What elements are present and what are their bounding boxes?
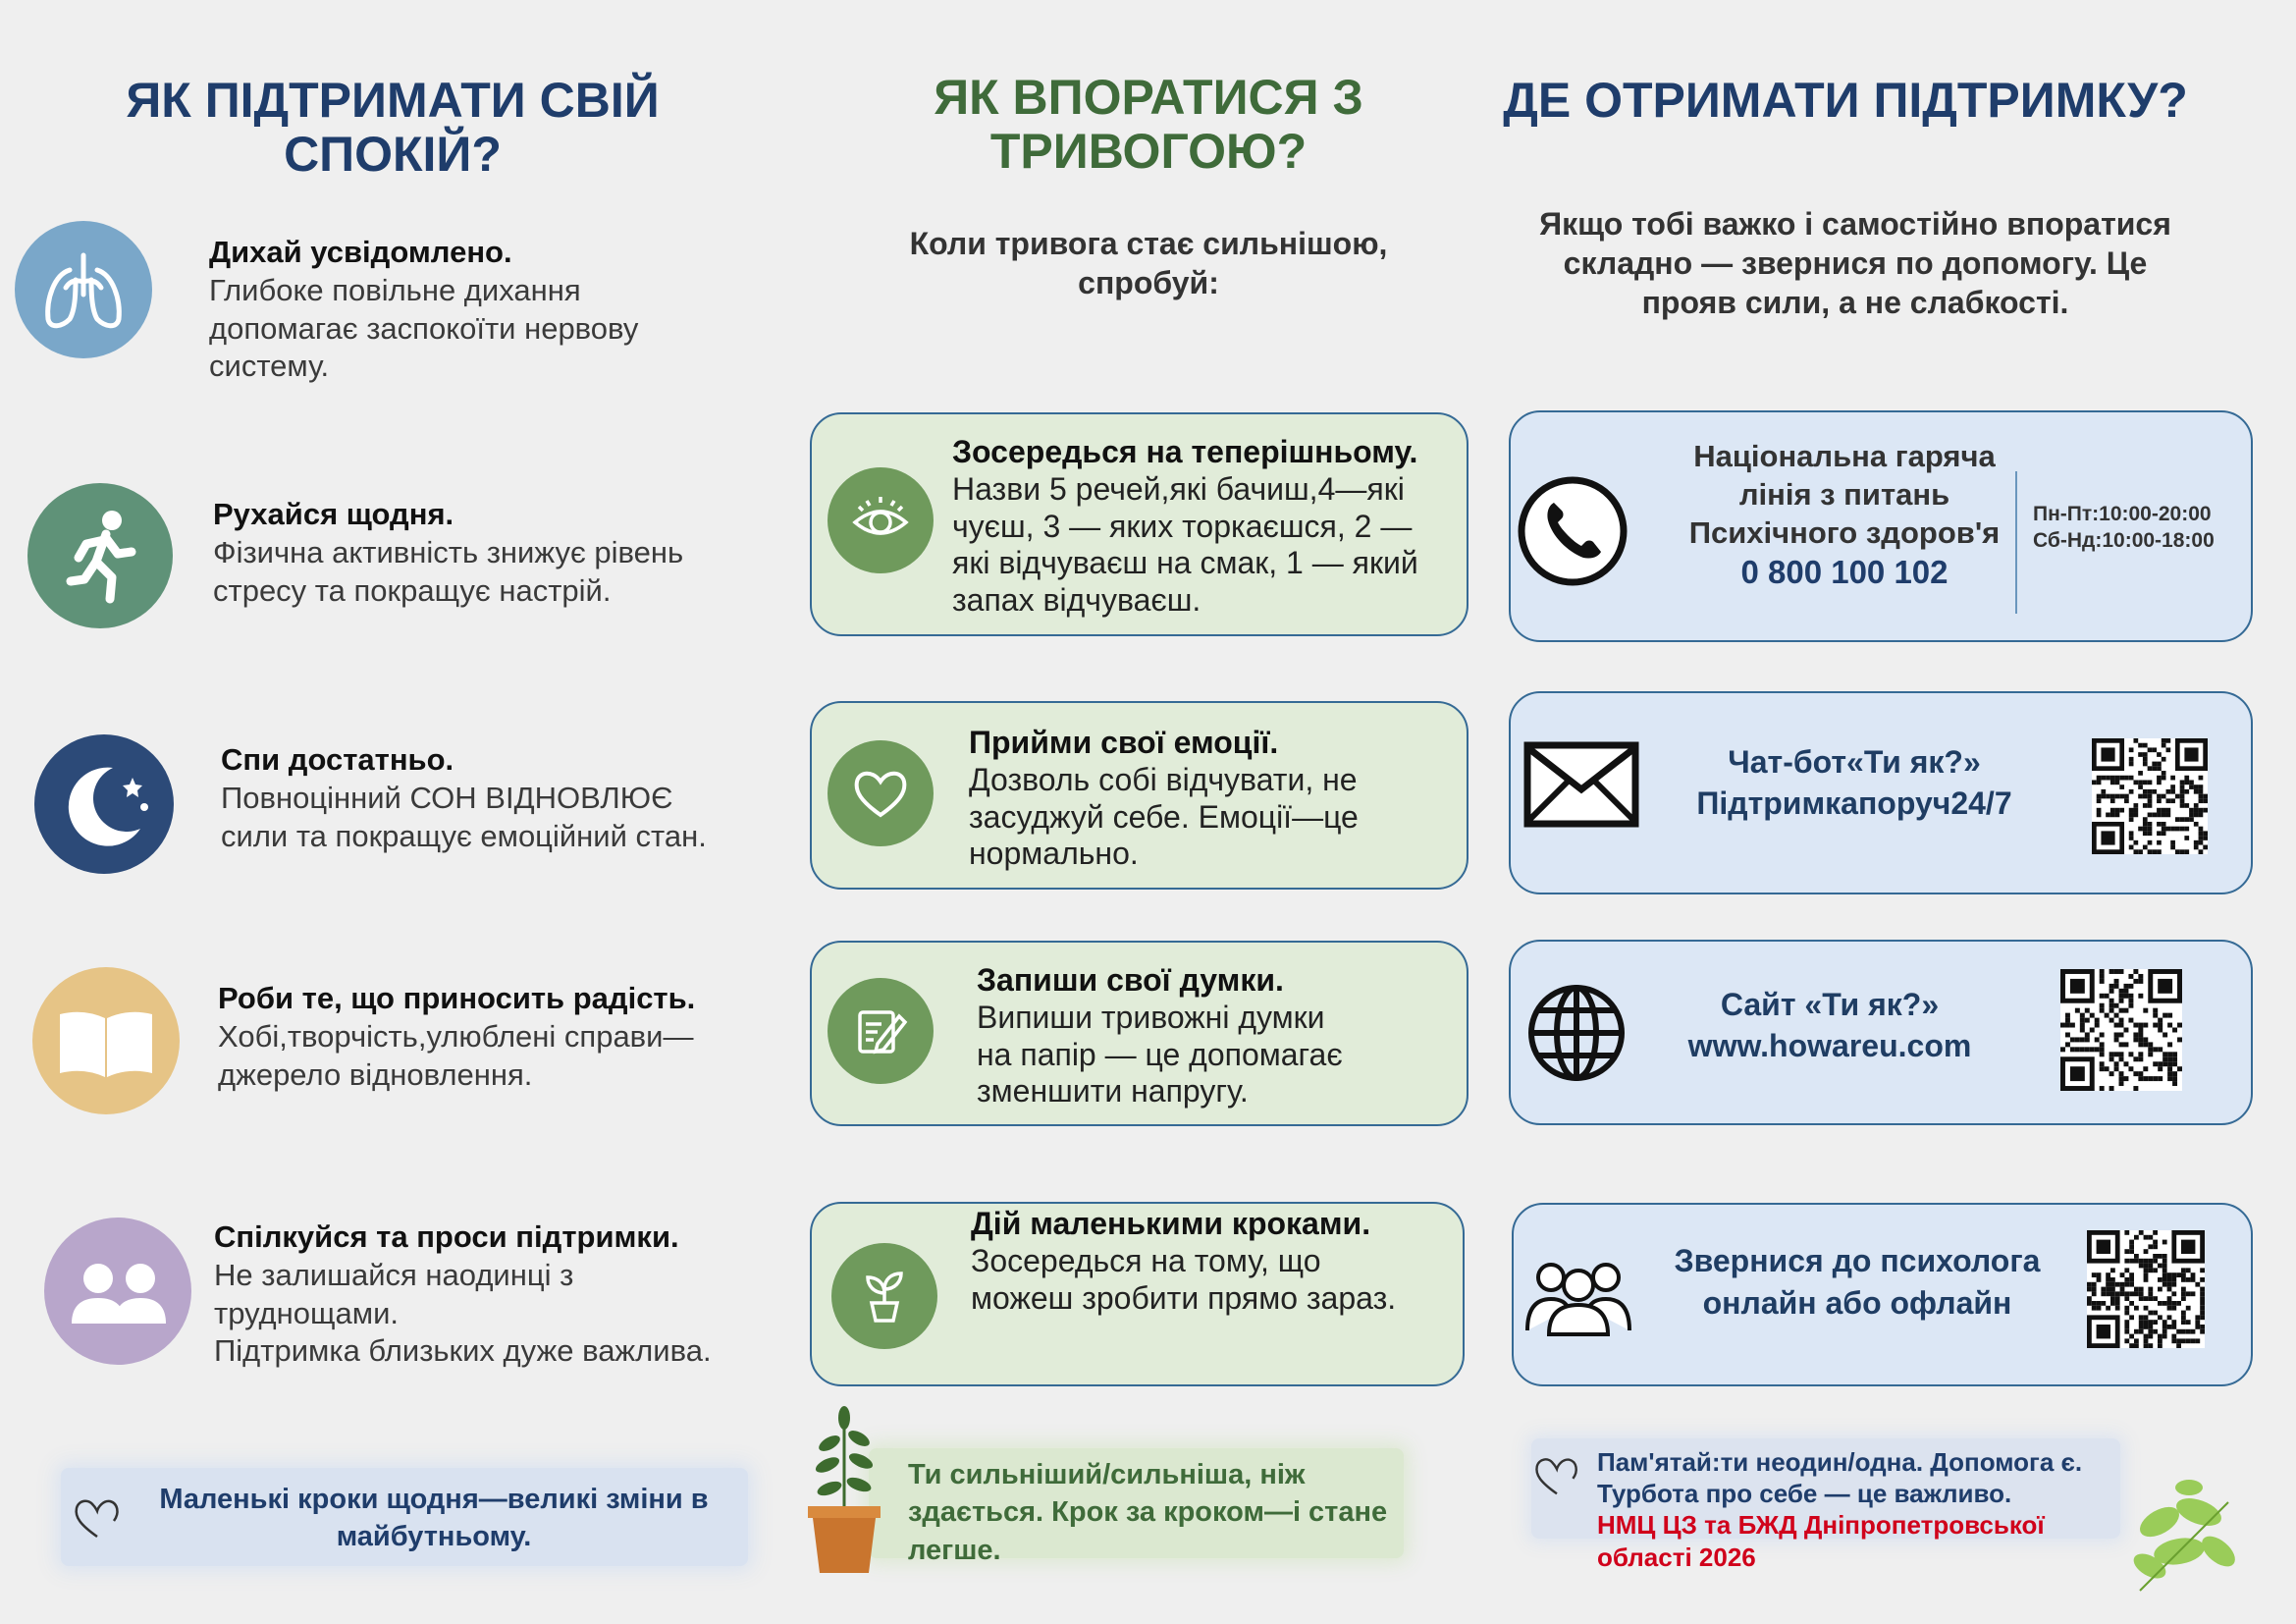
hotline-line2: лінія з питань <box>1738 476 1950 512</box>
tip-breathe <box>209 234 759 386</box>
card-title: Зосередься на теперішньому. <box>952 434 1418 469</box>
card-line: зменшити напругу. <box>977 1073 1249 1110</box>
calm-footer-banner <box>61 1468 748 1566</box>
leaves-decoration-icon <box>2120 1473 2248 1596</box>
hotline-phone[interactable]: 0 800 100 102 <box>1740 554 1949 591</box>
card-title: Запиши свої думки. <box>977 962 1284 998</box>
tip-title: Спілкуйся та проси підтримки. <box>214 1219 679 1254</box>
open-book-icon <box>32 967 180 1114</box>
moon-stars-icon <box>34 734 174 874</box>
tip-line: допомагає заспокоїти нервову <box>209 310 639 346</box>
calm-column-title: ЯК ПІДТРИМАТИ СВІЙ СПОКІЙ? <box>126 73 660 182</box>
tip-move <box>213 496 763 610</box>
anxiety-footer-text: Ти сильніший/сильніша, ніж здається. Крок за кроком—і стане легше. <box>908 1459 1388 1566</box>
support-subtitle: Якщо тобі важко і самостійно впоратися складно — звернися по допомогу. Це прояв сили, а не слабкості. <box>1539 206 2171 320</box>
heart-outline-icon <box>1531 1450 1582 1501</box>
divider <box>2015 471 2017 614</box>
qr-pattern-icon <box>2087 1230 2205 1348</box>
hours-weekdays: Пн-Пт:10:00-20:00 <box>2033 503 2212 525</box>
anxiety-card-write <box>810 941 1468 1126</box>
heart-icon <box>828 740 934 846</box>
reminder-line2: Турбота про себе — це важливо. <box>1597 1479 2012 1509</box>
org-line1: НМЦ ЦЗ та БЖД Дніпропетровської <box>1597 1510 2045 1541</box>
reminder-line1: Пам'ятай:ти неодин/одна. Допомога є. <box>1597 1447 2083 1477</box>
anxiety-card-emotions <box>810 701 1468 890</box>
card-title: Прийми свої емоції. <box>969 725 1279 760</box>
card-title: Дій маленькими кроками. <box>971 1206 1371 1241</box>
website-text <box>1638 985 2021 1066</box>
tip-line: стресу та покращує настрій. <box>213 572 612 608</box>
tip-line: Не залишайся наодинці з <box>214 1257 574 1292</box>
envelope-icon <box>1522 740 1640 834</box>
card-text <box>971 1206 1452 1317</box>
website-card[interactable] <box>1509 940 2253 1125</box>
tip-line: труднощами. <box>214 1295 399 1330</box>
tip-line: Глибоке повільне дихання <box>209 272 581 307</box>
tip-title: Рухайся щодня. <box>213 497 454 531</box>
hotline-card[interactable] <box>1509 410 2253 642</box>
website-line1: Сайт «Ти як?» <box>1720 987 1940 1022</box>
phone-icon <box>1515 473 1630 594</box>
tip-line: систему. <box>209 349 330 384</box>
chatbot-line2: Підтримкапоруч24/7 <box>1696 785 2012 821</box>
anxiety-footer-banner <box>869 1448 1404 1566</box>
globe-icon <box>1524 981 1629 1090</box>
qr-pattern-icon <box>2092 738 2208 854</box>
card-line: Випиши тривожні думки <box>977 999 1325 1035</box>
card-line: Назви 5 речей,які бачиш,4—які <box>952 470 1405 507</box>
card-line: запах відчуваєш. <box>952 582 1201 618</box>
psychologist-card[interactable] <box>1512 1203 2253 1386</box>
anxiety-card-present <box>810 412 1468 636</box>
chatbot-qr-code[interactable] <box>2092 738 2208 854</box>
psychologist-line1: Звернися до психолога <box>1674 1243 2041 1278</box>
chatbot-card[interactable] <box>1509 691 2253 894</box>
chatbot-text <box>1648 742 2060 824</box>
tip-line: Повноцінний СОН ВІДНОВЛЮЄ <box>221 780 673 815</box>
card-line: чуєш, 3 — яких торкаєшся, 2 — <box>952 508 1413 544</box>
tip-talk <box>214 1218 783 1371</box>
anxiety-card-steps <box>810 1202 1465 1386</box>
pencil-note-icon <box>828 978 934 1084</box>
tip-title: Дихай усвідомлено. <box>209 235 512 269</box>
hotline-text <box>1638 438 2051 593</box>
people-icon <box>44 1218 191 1365</box>
tip-title: Спи достатньо. <box>221 742 454 777</box>
tip-line: Хобі,творчість,улюблені справи— <box>218 1018 694 1054</box>
anxiety-column-title: ЯК ВПОРАТИСЯ З ТРИВОГОЮ? <box>934 70 1363 179</box>
psychologist-text <box>1651 1240 2063 1325</box>
chatbot-line1: Чат-бот«Ти як?» <box>1728 744 1981 780</box>
running-person-icon <box>27 483 173 628</box>
calm-footer-text: Маленькі кроки щодня—великі зміни в майбутньому. <box>159 1484 709 1552</box>
heart-outline-icon <box>71 1491 124 1544</box>
card-line: можеш зробити прямо зараз. <box>971 1279 1397 1316</box>
hotline-line3: Психічного здоров'я <box>1688 514 2001 550</box>
card-text <box>969 725 1450 873</box>
website-url[interactable]: www.howareu.com <box>1687 1027 1972 1063</box>
card-line: нормально. <box>969 836 1139 872</box>
qr-pattern-icon <box>2060 969 2182 1091</box>
card-line: на папір — це допомагає <box>977 1036 1343 1072</box>
hotline-hours <box>2033 501 2215 555</box>
tip-line: джерело відновлення. <box>218 1056 533 1092</box>
card-line: які відчуваєш на смак, 1 — який <box>952 545 1418 581</box>
tip-line: Фізична активність знижує рівень <box>213 534 684 569</box>
hotline-line1: Національна гаряча <box>1693 439 1996 473</box>
hours-weekend: Сб-Нд:10:00-18:00 <box>2033 529 2215 553</box>
anxiety-subtitle: Коли тривога стає сильнішою, спробуй: <box>909 226 1388 300</box>
support-footer-text <box>1597 1446 2206 1573</box>
eye-icon <box>828 467 934 573</box>
tip-line: сили та покращує емоційний стан. <box>221 818 707 853</box>
tip-sleep <box>221 741 771 855</box>
card-line: засуджуй себе. Емоції—це <box>969 798 1359 835</box>
card-line: Дозволь собі відчувати, не <box>969 761 1358 797</box>
tip-line: Підтримка близьких дуже важлива. <box>214 1333 712 1369</box>
lungs-icon <box>34 221 133 358</box>
card-text <box>952 434 1453 620</box>
org-line2: області 2026 <box>1597 1542 1756 1572</box>
support-column-title: ДЕ ОТРИМАТИ ПІДТРИМКУ? <box>1503 73 2188 128</box>
potted-plant-icon <box>800 1404 888 1581</box>
psychologist-qr-code[interactable] <box>2087 1230 2205 1348</box>
card-text <box>977 962 1448 1110</box>
group-people-icon <box>1522 1252 1635 1341</box>
tip-joy <box>218 980 768 1094</box>
seedling-icon <box>831 1243 937 1349</box>
tip-title: Роби те, що приносить радість. <box>218 981 696 1015</box>
website-qr-code[interactable] <box>2060 969 2182 1091</box>
card-line: Зосередься на тому, що <box>971 1242 1321 1278</box>
psychologist-line2: онлайн або офлайн <box>1702 1285 2012 1322</box>
